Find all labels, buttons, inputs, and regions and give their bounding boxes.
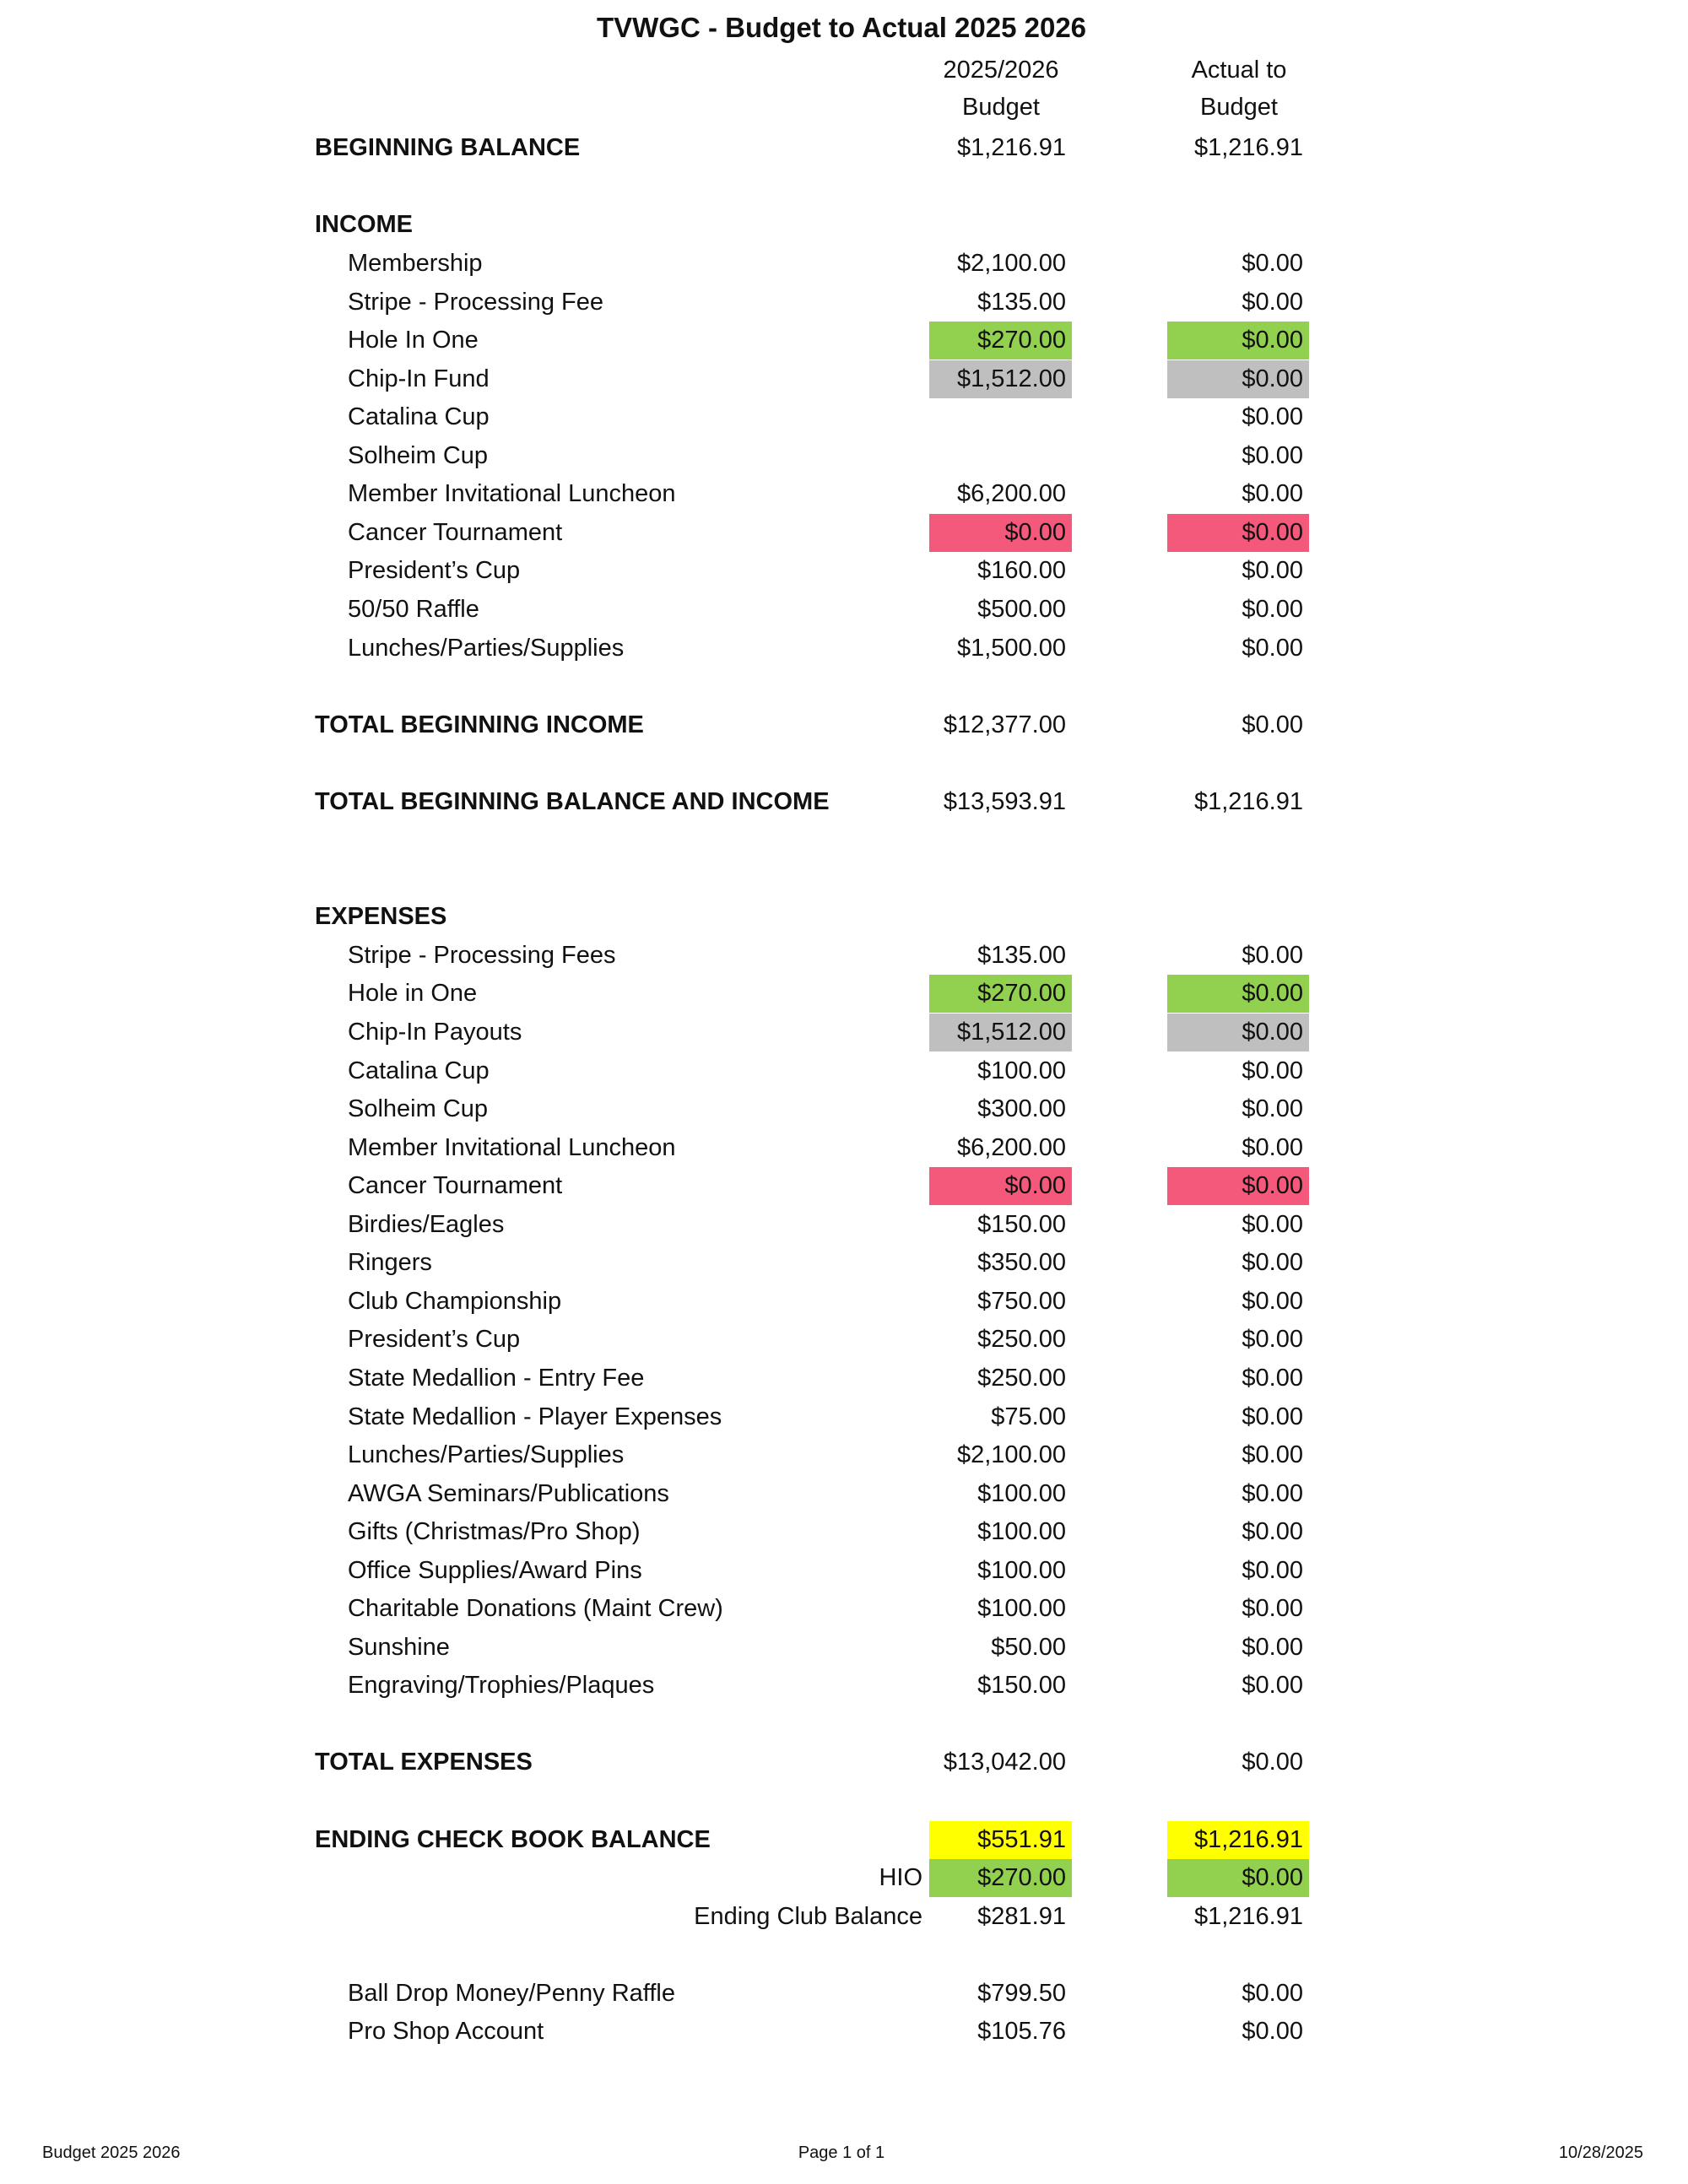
row-label: HIO	[879, 1864, 922, 1892]
row-label: Sunshine	[348, 1633, 450, 1661]
actual-value: $0.00	[1242, 1249, 1303, 1277]
budget-value: $135.00	[977, 288, 1066, 316]
actual-value: $0.00	[1242, 1595, 1303, 1623]
row-label: Catalina Cup	[348, 1057, 490, 1084]
actual-value: $0.00	[1242, 1210, 1303, 1238]
budget-value: $1,500.00	[956, 634, 1066, 662]
income-row	[0, 437, 1688, 475]
row-label: Stripe - Processing Fees	[348, 941, 616, 969]
actual-value: $0.00	[1242, 1633, 1303, 1661]
budget-value: $250.00	[977, 1364, 1066, 1392]
budget-value: $300.00	[977, 1095, 1066, 1123]
row-label: TOTAL BEGINNING BALANCE AND INCOME	[315, 787, 830, 815]
budget-value: $160.00	[977, 557, 1066, 585]
total-balance-income-row	[0, 783, 1688, 821]
budget-value: $135.00	[977, 941, 1066, 969]
budget-value: $1,512.00	[929, 1014, 1072, 1051]
actual-value: $0.00	[1242, 1556, 1303, 1584]
row-label: Office Supplies/Award Pins	[348, 1556, 642, 1584]
actual-value: $0.00	[1242, 1057, 1303, 1084]
expense-row	[0, 1667, 1688, 1705]
row-label: Chip-In Payouts	[348, 1019, 522, 1046]
row-label: Club Championship	[348, 1287, 562, 1315]
row-label: Lunches/Parties/Supplies	[348, 1441, 625, 1469]
total-income-row	[0, 706, 1688, 744]
row-label: Gifts (Christmas/Pro Shop)	[348, 1518, 641, 1546]
expense-row	[0, 1321, 1688, 1359]
report-title: TVWGC - Budget to Actual 2025 2026	[596, 12, 1087, 43]
budget-value: $1,512.00	[929, 360, 1072, 398]
actual-value: $1,216.91	[1167, 1821, 1309, 1859]
budget-value: $799.50	[977, 1979, 1066, 2007]
actual-value: $0.00	[1242, 1749, 1303, 1776]
income-row	[0, 591, 1688, 629]
row-label: Hole In One	[348, 327, 479, 354]
actual-value: $0.00	[1242, 941, 1303, 969]
budget-value: $281.91	[977, 1902, 1066, 1930]
actual-value: $0.00	[1242, 711, 1303, 738]
budget-value: $750.00	[977, 1287, 1066, 1315]
row-label: 50/50 Raffle	[348, 595, 479, 623]
actual-value: $0.00	[1242, 250, 1303, 277]
expense-row	[0, 1360, 1688, 1397]
account-row	[0, 2013, 1688, 2051]
expense-row	[0, 1513, 1688, 1551]
row-label: ENDING CHECK BOOK BALANCE	[315, 1825, 711, 1853]
actual-value: $0.00	[1242, 1326, 1303, 1354]
section-heading: EXPENSES	[315, 903, 447, 931]
row-label: Member Invitational Luncheon	[348, 1133, 676, 1161]
budget-header-line1: 2025/2026	[943, 57, 1059, 84]
actual-value: $0.00	[1242, 1095, 1303, 1123]
ending-balance-row	[0, 1821, 1688, 1859]
budget-value: $13,042.00	[943, 1749, 1066, 1776]
row-label: Ending Club Balance	[694, 1902, 922, 1930]
actual-value: $0.00	[1167, 514, 1309, 552]
actual-value: $0.00	[1167, 1014, 1309, 1051]
actual-value: $0.00	[1242, 441, 1303, 469]
expense-row	[0, 1436, 1688, 1474]
budget-value: $6,200.00	[956, 1133, 1066, 1161]
budget-value: $270.00	[929, 975, 1072, 1013]
budget-value: $1,216.91	[956, 134, 1066, 162]
actual-value: $0.00	[1242, 1979, 1303, 2007]
expense-row	[0, 1283, 1688, 1321]
budget-value: $350.00	[977, 1249, 1066, 1277]
income-row	[0, 552, 1688, 590]
actual-header-line1: Actual to	[1191, 57, 1287, 84]
actual-value: $0.00	[1242, 403, 1303, 431]
actual-value: $0.00	[1167, 322, 1309, 359]
row-label: State Medallion - Player Expenses	[348, 1403, 722, 1430]
row-label: TOTAL EXPENSES	[315, 1749, 533, 1776]
actual-value: $0.00	[1167, 1859, 1309, 1897]
row-label: President’s Cup	[348, 557, 521, 585]
row-label: Engraving/Trophies/Plaques	[348, 1672, 655, 1700]
row-label: Solheim Cup	[348, 1095, 489, 1123]
actual-value: $0.00	[1242, 480, 1303, 508]
section-heading: INCOME	[315, 211, 413, 239]
budget-value: $100.00	[977, 1057, 1066, 1084]
expense-row	[0, 1052, 1688, 1090]
hio-row	[0, 1859, 1688, 1897]
row-label: Stripe - Processing Fee	[348, 288, 604, 316]
actual-value: $0.00	[1242, 1441, 1303, 1469]
row-label: President’s Cup	[348, 1326, 521, 1354]
row-label: Birdies/Eagles	[348, 1210, 505, 1238]
budget-value	[929, 437, 1072, 475]
budget-value: $2,100.00	[956, 1441, 1066, 1469]
total-expenses-row	[0, 1743, 1688, 1781]
expense-row	[0, 937, 1688, 975]
actual-value: $0.00	[1242, 1518, 1303, 1546]
row-label: Catalina Cup	[348, 403, 490, 431]
actual-value: $0.00	[1167, 360, 1309, 398]
actual-value: $0.00	[1242, 1287, 1303, 1315]
actual-value: $1,216.91	[1193, 787, 1303, 815]
expense-row	[0, 1129, 1688, 1167]
row-label: Cancer Tournament	[348, 518, 563, 546]
budget-value: $6,200.00	[956, 480, 1066, 508]
row-label: TOTAL BEGINNING INCOME	[315, 711, 644, 738]
actual-value: $1,216.91	[1193, 134, 1303, 162]
footer-date: 10/28/2025	[1558, 2143, 1643, 2162]
budget-value: $150.00	[977, 1210, 1066, 1238]
income-row	[0, 630, 1688, 668]
actual-value: $0.00	[1242, 2018, 1303, 2046]
budget-value: $0.00	[929, 514, 1072, 552]
row-label: AWGA Seminars/Publications	[348, 1479, 669, 1507]
budget-value: $100.00	[977, 1595, 1066, 1623]
expense-row	[0, 1244, 1688, 1282]
actual-value: $0.00	[1242, 1403, 1303, 1430]
row-label: Chip-In Fund	[348, 365, 490, 392]
expense-row	[0, 1206, 1688, 1244]
expense-row	[0, 1552, 1688, 1590]
budget-value: $75.00	[991, 1403, 1066, 1430]
income-row	[0, 284, 1688, 322]
expense-row	[0, 1014, 1688, 1051]
row-label: Cancer Tournament	[348, 1172, 563, 1200]
row-label: Lunches/Parties/Supplies	[348, 634, 625, 662]
footer-page: Page 1 of 1	[798, 2143, 885, 2162]
row-label: BEGINNING BALANCE	[315, 134, 581, 162]
row-label: Pro Shop Account	[348, 2018, 544, 2046]
row-label: Hole in One	[348, 980, 478, 1008]
income-row	[0, 360, 1688, 398]
budget-value: $150.00	[977, 1672, 1066, 1700]
actual-value: $0.00	[1242, 1479, 1303, 1507]
actual-value: $1,216.91	[1193, 1902, 1303, 1930]
row-label: State Medallion - Entry Fee	[348, 1364, 645, 1392]
row-label: Membership	[348, 250, 483, 277]
income-row	[0, 322, 1688, 359]
actual-value: $0.00	[1242, 557, 1303, 585]
budget-value	[929, 398, 1072, 436]
budget-value: $100.00	[977, 1479, 1066, 1507]
row-label: Charitable Donations (Maint Crew)	[348, 1595, 723, 1623]
actual-value: $0.00	[1242, 1364, 1303, 1392]
actual-value: $0.00	[1242, 634, 1303, 662]
row-label: Solheim Cup	[348, 441, 489, 469]
expense-row	[0, 1090, 1688, 1128]
expense-row	[0, 1590, 1688, 1628]
actual-value: $0.00	[1242, 1672, 1303, 1700]
budget-value: $551.91	[929, 1821, 1072, 1859]
budget-value: $270.00	[929, 1859, 1072, 1897]
actual-header-line2: Budget	[1200, 94, 1278, 121]
income-row	[0, 475, 1688, 513]
budget-value: $100.00	[977, 1556, 1066, 1584]
actual-value: $0.00	[1242, 595, 1303, 623]
income-heading	[0, 206, 1688, 244]
actual-value: $0.00	[1167, 975, 1309, 1013]
budget-value: $50.00	[991, 1633, 1066, 1661]
footer-left: Budget 2025 2026	[42, 2143, 181, 2162]
expense-row	[0, 1629, 1688, 1667]
club-balance-row	[0, 1898, 1688, 1936]
actual-value: $0.00	[1167, 1167, 1309, 1205]
budget-value: $2,100.00	[956, 250, 1066, 277]
budget-value: $500.00	[977, 595, 1066, 623]
income-row	[0, 398, 1688, 436]
budget-value: $105.76	[977, 2018, 1066, 2046]
row-label: Member Invitational Luncheon	[348, 480, 676, 508]
row-label: Ringers	[348, 1249, 432, 1277]
income-row	[0, 245, 1688, 283]
budget-value: $13,593.91	[943, 787, 1066, 815]
income-row	[0, 514, 1688, 552]
actual-value: $0.00	[1242, 288, 1303, 316]
expenses-heading	[0, 898, 1688, 936]
expense-row	[0, 1398, 1688, 1436]
actual-value: $0.00	[1242, 1133, 1303, 1161]
account-row	[0, 1975, 1688, 2013]
budget-value: $0.00	[929, 1167, 1072, 1205]
budget-value: $270.00	[929, 322, 1072, 359]
budget-value: $100.00	[977, 1518, 1066, 1546]
expense-row	[0, 975, 1688, 1013]
expense-row	[0, 1167, 1688, 1205]
row-label: Ball Drop Money/Penny Raffle	[348, 1979, 675, 2007]
budget-value: $250.00	[977, 1326, 1066, 1354]
budget-header-line2: Budget	[962, 94, 1040, 121]
budget-value: $12,377.00	[943, 711, 1066, 738]
expense-row	[0, 1475, 1688, 1513]
beginning-balance-row	[0, 129, 1688, 167]
